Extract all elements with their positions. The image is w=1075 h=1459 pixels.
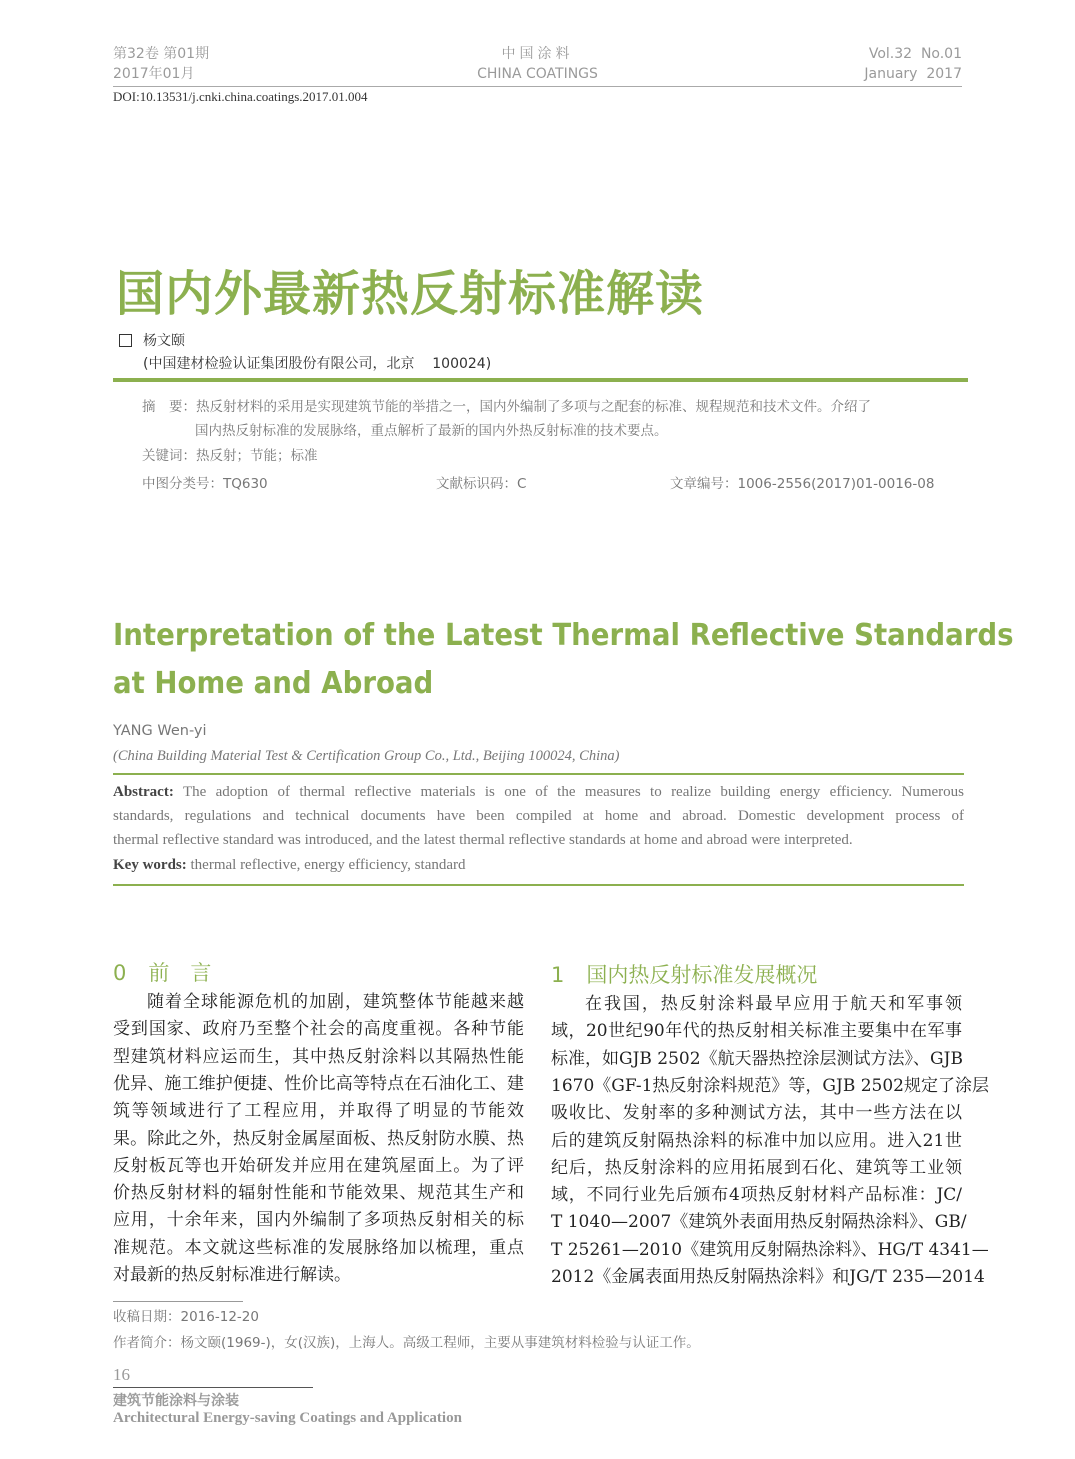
abstract-en-label: Abstract: [113, 784, 174, 800]
body-text-line: 2012《金属表面用热反射隔热涂料》和JG/T 235—2014 [551, 1267, 985, 1287]
abstract-cn-label: 摘 要： [142, 399, 196, 415]
body-text-line: 准规范。本文就这些标准的发展脉络加以梳理，重点 [113, 1237, 524, 1258]
journal-en: CHINA COATINGS [477, 66, 598, 82]
header-rule [113, 86, 962, 87]
section-0-number: 0 [113, 961, 127, 985]
affiliation-en: (China Building Material Test & Certification Group Co., Ltd., Beijing 100024, China) [113, 748, 620, 764]
keywords-en: thermal reflective, energy efficiency, standard [190, 857, 466, 873]
author-en: YANG Wen-yi [113, 723, 207, 739]
doi: DOI:10.13531/j.cnki.china.coatings.2017.01.004 [113, 89, 368, 104]
footer-journal-en: Architectural Energy-saving Coatings and Application [113, 1410, 462, 1426]
body-text-line: 随着全球能源危机的加剧，建筑整体节能越来越 [147, 992, 524, 1012]
checkbox-icon [119, 334, 132, 347]
body-text-line: 应用，十余年来，国内外编制了多项热反射相关的标 [113, 1210, 524, 1231]
body-text-line: 型建筑材料应运而生，其中热反射涂料以其隔热性能 [113, 1046, 524, 1067]
body-text-line: 后的建筑反射隔热涂料的标准中加以应用。进入21世 [551, 1130, 962, 1151]
abstract-en-line: The adoption of thermal reflective materials is one of the measures to realize building energy efficiency. Numerous [182, 784, 964, 800]
section-0-heading [113, 957, 211, 987]
title-en-line2: at Home and Abroad [113, 666, 434, 701]
body-text-line: 在我国，热反射涂料最早应用于航天和军事领 [585, 994, 962, 1014]
footnote-rule [113, 1301, 243, 1302]
body-text-line: T 1040—2007《建筑外表面用热反射隔热涂料》、GB/ [551, 1212, 967, 1233]
body-text-line: 受到国家、政府乃至整个社会的高度重视。各种节能 [113, 1019, 524, 1040]
article-number: 文章编号：1006-2556(2017)01-0016-08 [670, 476, 935, 492]
page-number: 16 [113, 1365, 130, 1384]
received-date: 收稿日期：2016-12-20 [113, 1309, 259, 1325]
footer-journal-cn: 建筑节能涂料与涂装 [113, 1393, 239, 1409]
body-text-line: 纪后，热反射涂料的应用拓展到石化、建筑等工业领 [551, 1157, 962, 1178]
document-code: 文献标识码：C [436, 476, 527, 492]
section-1-title: 国内热反射标准发展概况 [586, 963, 818, 987]
body-text-line: 筑等领域进行了工程应用，并取得了明显的节能效 [113, 1101, 524, 1122]
title-cn: 国内外最新热反射标准解读 [116, 266, 705, 322]
journal-cn: 中国涂料 [501, 46, 574, 62]
body-text-line: 标准，如GJB 2502《航天器热控涂层测试方法》、GJB [551, 1048, 963, 1069]
title-rule [113, 378, 968, 382]
keywords-cn: 关键词：热反射；节能；标准 [142, 448, 318, 464]
section-0-title: 前 言 [148, 961, 212, 985]
abstract-cn-line1: 热反射材料的采用是实现建筑节能的举措之一，国内外编制了多项与之配套的标准、规程规范和技术文件。介绍了 [196, 399, 871, 415]
body-text-line: 价热反射材料的辐射性能和节能效果、规范其生产和 [113, 1183, 524, 1204]
body-text-line: 果。除此之外，热反射金属屋面板、热反射防水膜、热 [113, 1128, 524, 1149]
date-cn: 2017年01月 [113, 66, 195, 82]
volume-issue-cn: 第32卷 第01期 [113, 46, 210, 62]
body-text-line: 域，20世纪90年代的热反射相关标准主要集中在军事 [551, 1021, 962, 1042]
footer-rule [113, 1387, 313, 1388]
author-cn: 杨文颐 [143, 333, 185, 349]
section-1-heading [551, 959, 817, 989]
title-en-line1: Interpretation of the Latest Thermal Reflective Standards [113, 618, 1014, 653]
section-1-number: 1 [551, 963, 565, 987]
body-text-line: 1670《GF-1热反射涂料规范》等，GJB 2502规定了涂层 [551, 1075, 989, 1096]
body-text-line: T 25261—2010《建筑用反射隔热涂料》、HG/T 4341— [551, 1239, 989, 1260]
abstract-top-rule [113, 773, 964, 775]
clc-number: 中图分类号：TQ630 [142, 476, 268, 492]
affiliation-cn: (中国建材检验认证集团股份有限公司，北京 100024) [143, 356, 492, 372]
body-text-line: 域，不同行业先后颁布4项热反射材料产品标准：JC/ [551, 1185, 962, 1206]
body-text-line: 吸收比、发射率的多种测试方法，其中一些方法在以 [551, 1103, 962, 1124]
author-bio: 作者简介：杨文颐(1969-)，女(汉族)，上海人。高级工程师，主要从事建筑材料检验与认证工作。 [113, 1335, 700, 1351]
volume-issue-en: Vol.32 No.01 [868, 46, 962, 62]
abstract-en-line: thermal reflective standard was introduced, and the latest thermal reflective standards at home and abroad were interpreted. [113, 832, 853, 848]
body-text-line: 反射板瓦等也开始研发并应用在建筑屋面上。为了评 [113, 1155, 524, 1176]
body-text-line: 对最新的热反射标准进行解读。 [113, 1265, 351, 1285]
keywords-en-label: Key words: [113, 857, 187, 873]
date-en: January 2017 [864, 66, 962, 82]
body-text-line: 优异、施工维护便捷、性价比高等特点在石油化工、建 [113, 1073, 524, 1094]
abstract-cn-line2: 国内热反射标准的发展脉络，重点解析了最新的国内外热反射标准的技术要点。 [195, 423, 668, 439]
abstract-en-line: standards, regulations and technical documents have been compiled at home and abroad. Domestic development process of [113, 808, 964, 824]
abstract-bottom-rule [113, 884, 964, 886]
